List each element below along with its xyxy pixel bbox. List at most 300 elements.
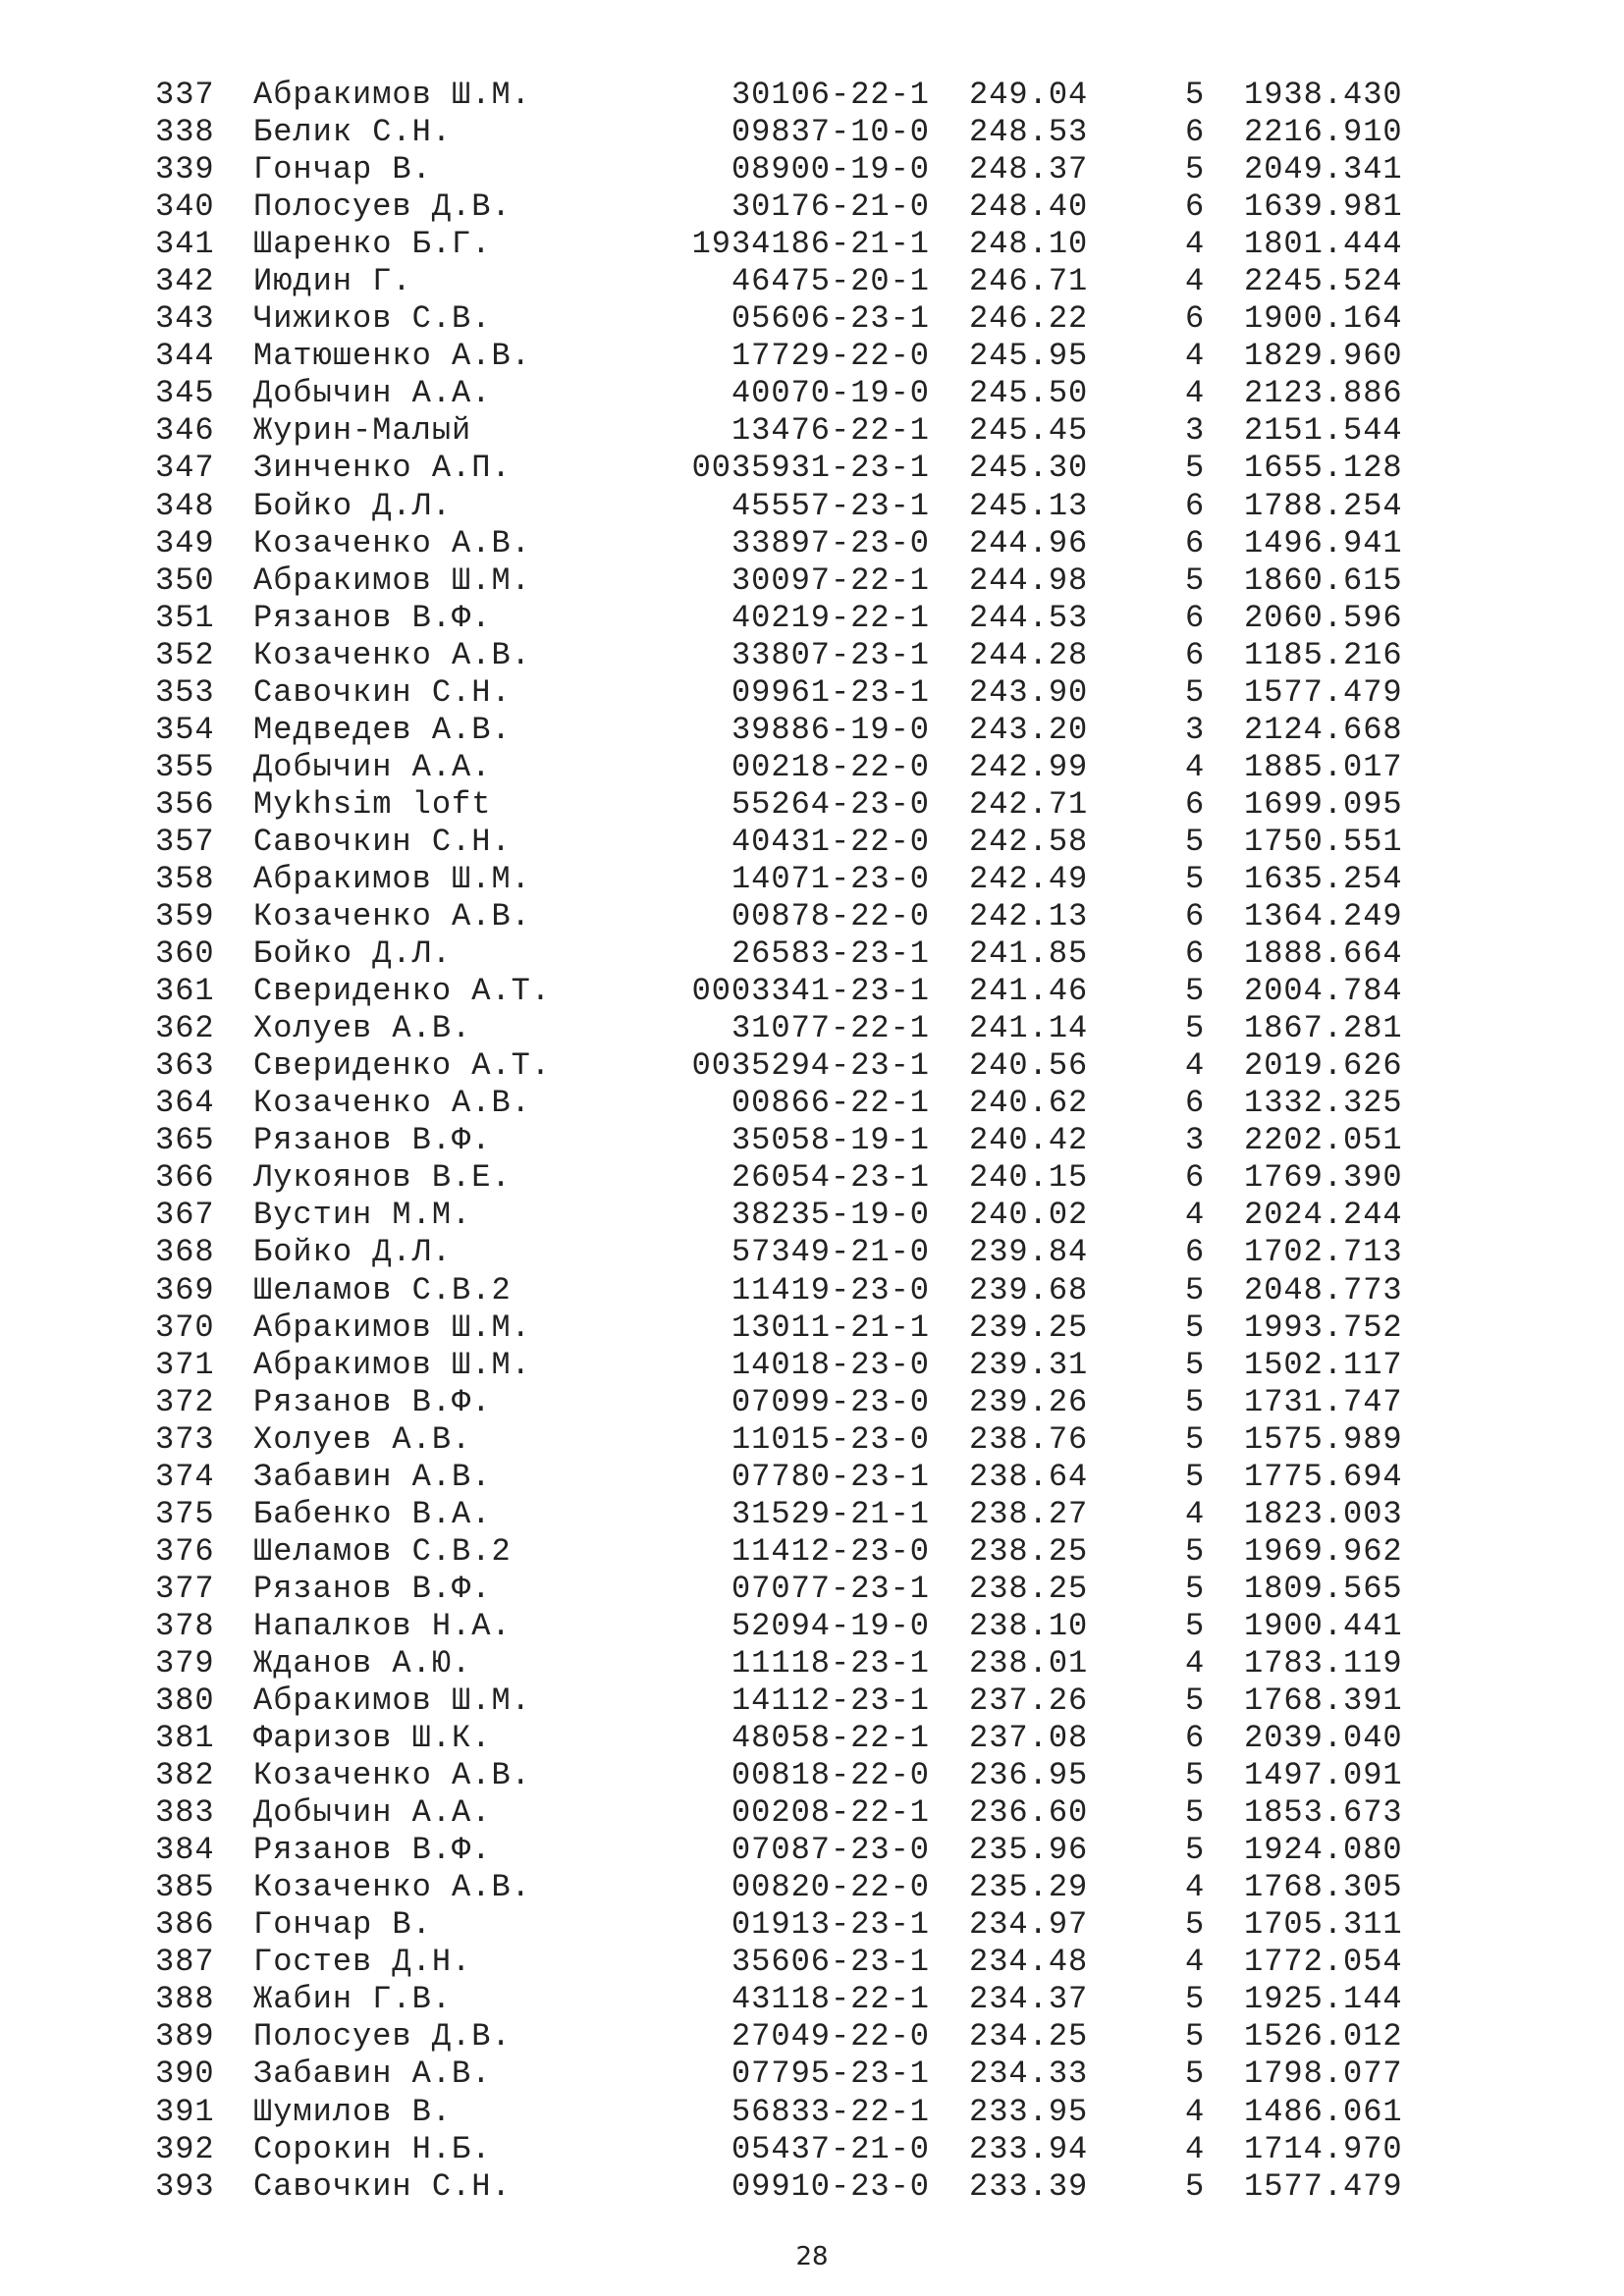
ring-code: 07077-23-1 bbox=[731, 1570, 930, 1607]
category: 5 bbox=[1185, 973, 1206, 1010]
participant-name: Абракимов Ш.М. bbox=[253, 1346, 531, 1383]
total-value: 2216.910 bbox=[1244, 114, 1403, 151]
category: 5 bbox=[1185, 1682, 1206, 1720]
score: 246.22 bbox=[969, 300, 1089, 338]
score: 245.30 bbox=[969, 450, 1089, 487]
category: 5 bbox=[1185, 2056, 1206, 2093]
ring-code: 57349-21-0 bbox=[731, 1234, 930, 1271]
table-row bbox=[0, 1010, 1624, 1047]
table-row bbox=[0, 1347, 1624, 1384]
row-number: 341 bbox=[155, 226, 215, 263]
ring-code: 33807-23-1 bbox=[731, 636, 930, 673]
table-row bbox=[0, 861, 1624, 898]
participant-name: Добычин А.А. bbox=[253, 748, 492, 785]
category: 5 bbox=[1185, 77, 1206, 113]
ring-code: 30176-21-0 bbox=[731, 188, 930, 226]
participant-name: Забавин А.В. bbox=[253, 2056, 492, 2093]
ring-code: 05437-21-0 bbox=[731, 2130, 930, 2167]
score: 239.84 bbox=[969, 1234, 1089, 1271]
category: 6 bbox=[1185, 487, 1206, 524]
ring-code: 40070-19-0 bbox=[731, 375, 930, 412]
table-row bbox=[0, 1832, 1624, 1869]
participant-name: Фаризов Ш.К. bbox=[253, 1720, 492, 1757]
ring-code: 08900-19-0 bbox=[731, 151, 930, 188]
score: 238.25 bbox=[969, 1532, 1089, 1570]
table-row bbox=[0, 935, 1624, 973]
total-value: 2060.596 bbox=[1244, 599, 1403, 636]
total-value: 1900.164 bbox=[1244, 300, 1403, 338]
category: 5 bbox=[1185, 1607, 1206, 1644]
category: 5 bbox=[1185, 1010, 1206, 1047]
table-row bbox=[0, 600, 1624, 637]
total-value: 1823.003 bbox=[1244, 1495, 1403, 1532]
participant-name: Савочкин С.Н. bbox=[253, 673, 512, 711]
category: 4 bbox=[1185, 2093, 1206, 2130]
category: 6 bbox=[1185, 636, 1206, 673]
category: 5 bbox=[1185, 1420, 1206, 1458]
total-value: 1502.117 bbox=[1244, 1346, 1403, 1383]
total-value: 1993.752 bbox=[1244, 1308, 1403, 1346]
participant-name: Гостев Д.Н. bbox=[253, 1944, 472, 1981]
participant-name: Сорокин Н.Б. bbox=[253, 2130, 492, 2167]
total-value: 1639.981 bbox=[1244, 188, 1403, 226]
total-value: 1769.390 bbox=[1244, 1159, 1403, 1197]
category: 6 bbox=[1185, 1720, 1206, 1757]
participant-name: Гончар В. bbox=[253, 1906, 432, 1944]
score: 233.39 bbox=[969, 2167, 1089, 2205]
ring-code: 13011-21-1 bbox=[731, 1308, 930, 1346]
score: 238.25 bbox=[969, 1570, 1089, 1607]
score: 242.13 bbox=[969, 898, 1089, 935]
row-number: 385 bbox=[155, 1869, 215, 1906]
score: 244.28 bbox=[969, 636, 1089, 673]
table-row bbox=[0, 412, 1624, 450]
row-number: 346 bbox=[155, 412, 215, 450]
total-value: 2245.524 bbox=[1244, 263, 1403, 300]
table-row bbox=[0, 1384, 1624, 1421]
total-value: 1768.391 bbox=[1244, 1682, 1403, 1720]
participant-name: Шаренко Б.Г. bbox=[253, 226, 492, 263]
participant-name: Рязанов В.Ф. bbox=[253, 1122, 492, 1159]
total-value: 1924.080 bbox=[1244, 1832, 1403, 1869]
row-number: 364 bbox=[155, 1085, 215, 1122]
category: 5 bbox=[1185, 1794, 1206, 1832]
ring-code: 40219-22-1 bbox=[731, 599, 930, 636]
category: 5 bbox=[1185, 1532, 1206, 1570]
score: 240.42 bbox=[969, 1122, 1089, 1159]
ring-code: 00820-22-0 bbox=[731, 1869, 930, 1906]
participant-name: Козаченко А.В. bbox=[253, 898, 531, 935]
participant-name: Шумилов В. bbox=[253, 2093, 453, 2130]
page-number: 28 bbox=[795, 2242, 829, 2271]
category: 5 bbox=[1185, 1458, 1206, 1495]
row-number: 376 bbox=[155, 1532, 215, 1570]
total-value: 1775.694 bbox=[1244, 1458, 1403, 1495]
total-value: 1364.249 bbox=[1244, 898, 1403, 935]
ring-code: 01913-23-1 bbox=[731, 1906, 930, 1944]
row-number: 353 bbox=[155, 673, 215, 711]
total-value: 1486.061 bbox=[1244, 2093, 1403, 2130]
score: 236.95 bbox=[969, 1757, 1089, 1794]
table-row bbox=[0, 1309, 1624, 1347]
score: 248.37 bbox=[969, 151, 1089, 188]
total-value: 1655.128 bbox=[1244, 450, 1403, 487]
total-value: 1496.941 bbox=[1244, 524, 1403, 561]
row-number: 374 bbox=[155, 1458, 215, 1495]
participant-name: Бойко Д.Л. bbox=[253, 487, 453, 524]
total-value: 2048.773 bbox=[1244, 1271, 1403, 1308]
total-value: 2049.341 bbox=[1244, 151, 1403, 188]
category: 3 bbox=[1185, 412, 1206, 450]
ring-code: 14071-23-0 bbox=[731, 860, 930, 897]
row-number: 344 bbox=[155, 338, 215, 375]
table-row bbox=[0, 1682, 1624, 1720]
table-row bbox=[0, 1272, 1624, 1309]
score: 249.04 bbox=[969, 77, 1089, 113]
ring-code: 09910-23-0 bbox=[731, 2167, 930, 2205]
row-number: 339 bbox=[155, 151, 215, 188]
row-number: 387 bbox=[155, 1944, 215, 1981]
ring-code: 35058-19-1 bbox=[731, 1122, 930, 1159]
total-value: 1185.216 bbox=[1244, 636, 1403, 673]
ring-code: 17729-22-0 bbox=[731, 338, 930, 375]
row-number: 356 bbox=[155, 785, 215, 823]
row-number: 363 bbox=[155, 1047, 215, 1085]
table-row bbox=[0, 1421, 1624, 1459]
score: 243.20 bbox=[969, 711, 1089, 748]
ring-code: 13476-22-1 bbox=[731, 412, 930, 450]
category: 6 bbox=[1185, 599, 1206, 636]
table-row bbox=[0, 525, 1624, 562]
table-row bbox=[0, 1794, 1624, 1832]
row-number: 386 bbox=[155, 1906, 215, 1944]
participant-name: Абракимов Ш.М. bbox=[253, 1308, 531, 1346]
ring-code: 43118-22-1 bbox=[731, 1981, 930, 2018]
row-number: 351 bbox=[155, 599, 215, 636]
ring-code: 52094-19-0 bbox=[731, 1607, 930, 1644]
total-value: 1969.962 bbox=[1244, 1532, 1403, 1570]
category: 5 bbox=[1185, 1570, 1206, 1607]
category: 5 bbox=[1185, 1906, 1206, 1944]
row-number: 358 bbox=[155, 860, 215, 897]
table-row bbox=[0, 1981, 1624, 2018]
row-number: 340 bbox=[155, 188, 215, 226]
ring-code: 56833-22-1 bbox=[731, 2093, 930, 2130]
participant-name: Июдин Г. bbox=[253, 263, 412, 300]
table-row bbox=[0, 1197, 1624, 1234]
row-number: 365 bbox=[155, 1122, 215, 1159]
ring-code: 39886-19-0 bbox=[731, 711, 930, 748]
category: 5 bbox=[1185, 1757, 1206, 1794]
table-row bbox=[0, 2131, 1624, 2168]
ring-code: 55264-23-0 bbox=[731, 785, 930, 823]
table-row bbox=[0, 300, 1624, 338]
table-row bbox=[0, 973, 1624, 1010]
ring-code: 07087-23-0 bbox=[731, 1832, 930, 1869]
total-value: 1577.479 bbox=[1244, 673, 1403, 711]
score: 240.02 bbox=[969, 1197, 1089, 1234]
total-value: 1798.077 bbox=[1244, 2056, 1403, 2093]
table-row bbox=[0, 1047, 1624, 1085]
ring-code: 1934186-21-1 bbox=[691, 226, 930, 263]
total-value: 2019.626 bbox=[1244, 1047, 1403, 1085]
participant-name: Козаченко А.В. bbox=[253, 524, 531, 561]
participant-name: Журин-Малый bbox=[253, 412, 472, 450]
participant-name: Рязанов В.Ф. bbox=[253, 1570, 492, 1607]
row-number: 382 bbox=[155, 1757, 215, 1794]
participant-name: Козаченко А.В. bbox=[253, 1085, 531, 1122]
table-row bbox=[0, 2056, 1624, 2093]
category: 5 bbox=[1185, 450, 1206, 487]
table-row bbox=[0, 488, 1624, 525]
total-value: 1714.970 bbox=[1244, 2130, 1403, 2167]
category: 3 bbox=[1185, 711, 1206, 748]
table-row bbox=[0, 1496, 1624, 1533]
participant-name: Матюшенко А.В. bbox=[253, 338, 531, 375]
total-value: 1497.091 bbox=[1244, 1757, 1403, 1794]
category: 5 bbox=[1185, 823, 1206, 860]
ring-code: 00866-22-1 bbox=[731, 1085, 930, 1122]
category: 6 bbox=[1185, 1085, 1206, 1122]
category: 5 bbox=[1185, 1271, 1206, 1308]
total-value: 1860.615 bbox=[1244, 561, 1403, 599]
category: 4 bbox=[1185, 375, 1206, 412]
table-row bbox=[0, 450, 1624, 487]
table-row bbox=[0, 2168, 1624, 2206]
total-value: 1768.305 bbox=[1244, 1869, 1403, 1906]
participant-name: Козаченко А.В. bbox=[253, 1757, 531, 1794]
row-number: 369 bbox=[155, 1271, 215, 1308]
category: 6 bbox=[1185, 785, 1206, 823]
category: 4 bbox=[1185, 1944, 1206, 1981]
ring-code: 30106-22-1 bbox=[731, 77, 930, 113]
category: 5 bbox=[1185, 1383, 1206, 1420]
score: 235.96 bbox=[969, 1832, 1089, 1869]
participant-name: Шеламов С.В.2 bbox=[253, 1532, 512, 1570]
total-value: 1788.254 bbox=[1244, 487, 1403, 524]
category: 4 bbox=[1185, 1495, 1206, 1532]
score: 238.27 bbox=[969, 1495, 1089, 1532]
category: 6 bbox=[1185, 898, 1206, 935]
row-number: 337 bbox=[155, 77, 215, 113]
total-value: 1925.144 bbox=[1244, 1981, 1403, 2018]
ring-code: 00818-22-0 bbox=[731, 1757, 930, 1794]
participant-name: Полосуев Д.В. bbox=[253, 188, 512, 226]
total-value: 1783.119 bbox=[1244, 1644, 1403, 1682]
ring-code: 26054-23-1 bbox=[731, 1159, 930, 1197]
participant-name: Бабенко В.А. bbox=[253, 1495, 492, 1532]
category: 6 bbox=[1185, 1159, 1206, 1197]
ring-code: 00208-22-1 bbox=[731, 1794, 930, 1832]
score: 248.40 bbox=[969, 188, 1089, 226]
ring-code: 26583-23-1 bbox=[731, 935, 930, 973]
table-row bbox=[0, 1869, 1624, 1906]
ring-code: 09837-10-0 bbox=[731, 114, 930, 151]
score: 239.26 bbox=[969, 1383, 1089, 1420]
table-row bbox=[0, 1459, 1624, 1496]
score: 245.50 bbox=[969, 375, 1089, 412]
score: 248.53 bbox=[969, 114, 1089, 151]
table-row bbox=[0, 77, 1624, 114]
row-number: 390 bbox=[155, 2056, 215, 2093]
score: 245.45 bbox=[969, 412, 1089, 450]
row-number: 372 bbox=[155, 1383, 215, 1420]
ring-code: 00878-22-0 bbox=[731, 898, 930, 935]
table-row bbox=[0, 749, 1624, 786]
total-value: 1829.960 bbox=[1244, 338, 1403, 375]
category: 5 bbox=[1185, 1981, 1206, 2018]
category: 6 bbox=[1185, 300, 1206, 338]
table-row bbox=[0, 2018, 1624, 2056]
score: 234.48 bbox=[969, 1944, 1089, 1981]
score: 242.99 bbox=[969, 748, 1089, 785]
score: 236.60 bbox=[969, 1794, 1089, 1832]
category: 4 bbox=[1185, 226, 1206, 263]
row-number: 371 bbox=[155, 1346, 215, 1383]
table-row bbox=[0, 1608, 1624, 1645]
ring-code: 09961-23-1 bbox=[731, 673, 930, 711]
total-value: 1526.012 bbox=[1244, 2018, 1403, 2056]
score: 234.25 bbox=[969, 2018, 1089, 2056]
total-value: 2004.784 bbox=[1244, 973, 1403, 1010]
row-number: 391 bbox=[155, 2093, 215, 2130]
row-number: 361 bbox=[155, 973, 215, 1010]
participant-name: Свериденко А.Т. bbox=[253, 973, 552, 1010]
category: 6 bbox=[1185, 188, 1206, 226]
category: 5 bbox=[1185, 151, 1206, 188]
score: 234.97 bbox=[969, 1906, 1089, 1944]
category: 6 bbox=[1185, 1234, 1206, 1271]
score: 240.62 bbox=[969, 1085, 1089, 1122]
participant-name: Рязанов В.Ф. bbox=[253, 1832, 492, 1869]
row-number: 357 bbox=[155, 823, 215, 860]
score: 242.49 bbox=[969, 860, 1089, 897]
category: 4 bbox=[1185, 263, 1206, 300]
participant-name: Рязанов В.Ф. bbox=[253, 1383, 492, 1420]
table-row bbox=[0, 1234, 1624, 1271]
participant-name: Бойко Д.Л. bbox=[253, 935, 453, 973]
row-number: 350 bbox=[155, 561, 215, 599]
participant-name: Шеламов С.В.2 bbox=[253, 1271, 512, 1308]
total-value: 1867.281 bbox=[1244, 1010, 1403, 1047]
table-row bbox=[0, 375, 1624, 412]
table-row bbox=[0, 1085, 1624, 1122]
score: 243.90 bbox=[969, 673, 1089, 711]
table-row bbox=[0, 786, 1624, 824]
table-row bbox=[0, 1571, 1624, 1608]
ring-code: 27049-22-0 bbox=[731, 2018, 930, 2056]
participant-name: Холуев А.В. bbox=[253, 1010, 472, 1047]
table-row bbox=[0, 338, 1624, 375]
participant-name: Добычин А.А. bbox=[253, 1794, 492, 1832]
table-row bbox=[0, 151, 1624, 188]
table-row bbox=[0, 2094, 1624, 2131]
table-row bbox=[0, 188, 1624, 226]
participant-name: Савочкин С.Н. bbox=[253, 2167, 512, 2205]
total-value: 2024.244 bbox=[1244, 1197, 1403, 1234]
row-number: 349 bbox=[155, 524, 215, 561]
category: 6 bbox=[1185, 114, 1206, 151]
row-number: 338 bbox=[155, 114, 215, 151]
participant-name: Полосуев Д.В. bbox=[253, 2018, 512, 2056]
total-value: 1809.565 bbox=[1244, 1570, 1403, 1607]
row-number: 355 bbox=[155, 748, 215, 785]
participant-name: Напалков Н.А. bbox=[253, 1607, 512, 1644]
row-number: 366 bbox=[155, 1159, 215, 1197]
participant-name: Чижиков С.В. bbox=[253, 300, 492, 338]
participant-name: Mykhsim loft bbox=[253, 785, 492, 823]
ring-code: 30097-22-1 bbox=[731, 561, 930, 599]
ring-code: 11118-23-1 bbox=[731, 1644, 930, 1682]
score: 245.95 bbox=[969, 338, 1089, 375]
total-value: 2039.040 bbox=[1244, 1720, 1403, 1757]
ring-code: 11015-23-0 bbox=[731, 1420, 930, 1458]
ring-code: 45557-23-1 bbox=[731, 487, 930, 524]
table-row bbox=[0, 1159, 1624, 1197]
ring-code: 31529-21-1 bbox=[731, 1495, 930, 1532]
row-number: 393 bbox=[155, 2167, 215, 2205]
total-value: 1702.713 bbox=[1244, 1234, 1403, 1271]
participant-name: Добычин А.А. bbox=[253, 375, 492, 412]
score: 244.96 bbox=[969, 524, 1089, 561]
ring-code: 07795-23-1 bbox=[731, 2056, 930, 2093]
participant-name: Абракимов Ш.М. bbox=[253, 860, 531, 897]
score: 244.98 bbox=[969, 561, 1089, 599]
row-number: 379 bbox=[155, 1644, 215, 1682]
row-number: 378 bbox=[155, 1607, 215, 1644]
participant-name: Вустин М.М. bbox=[253, 1197, 472, 1234]
score: 238.01 bbox=[969, 1644, 1089, 1682]
participant-name: Жданов А.Ю. bbox=[253, 1644, 472, 1682]
row-number: 360 bbox=[155, 935, 215, 973]
row-number: 377 bbox=[155, 1570, 215, 1607]
total-value: 1885.017 bbox=[1244, 748, 1403, 785]
ring-code: 0035931-23-1 bbox=[691, 450, 930, 487]
ring-code: 46475-20-1 bbox=[731, 263, 930, 300]
ring-code: 35606-23-1 bbox=[731, 1944, 930, 1981]
score: 239.25 bbox=[969, 1308, 1089, 1346]
participant-name: Белик С.Н. bbox=[253, 114, 453, 151]
score: 245.13 bbox=[969, 487, 1089, 524]
table-row bbox=[0, 562, 1624, 600]
ring-code: 40431-22-0 bbox=[731, 823, 930, 860]
results-table bbox=[0, 77, 1624, 2206]
total-value: 1853.673 bbox=[1244, 1794, 1403, 1832]
score: 234.33 bbox=[969, 2056, 1089, 2093]
participant-name: Лукоянов В.Е. bbox=[253, 1159, 512, 1197]
total-value: 1750.551 bbox=[1244, 823, 1403, 860]
category: 5 bbox=[1185, 1832, 1206, 1869]
row-number: 342 bbox=[155, 263, 215, 300]
total-value: 1705.311 bbox=[1244, 1906, 1403, 1944]
ring-code: 33897-23-0 bbox=[731, 524, 930, 561]
participant-name: Гончар В. bbox=[253, 151, 432, 188]
row-number: 343 bbox=[155, 300, 215, 338]
category: 4 bbox=[1185, 1644, 1206, 1682]
score: 234.37 bbox=[969, 1981, 1089, 2018]
score: 241.14 bbox=[969, 1010, 1089, 1047]
participant-name: Холуев А.В. bbox=[253, 1420, 472, 1458]
score: 246.71 bbox=[969, 263, 1089, 300]
total-value: 2151.544 bbox=[1244, 412, 1403, 450]
row-number: 352 bbox=[155, 636, 215, 673]
total-value: 1731.747 bbox=[1244, 1383, 1403, 1420]
ring-code: 07780-23-1 bbox=[731, 1458, 930, 1495]
total-value: 1900.441 bbox=[1244, 1607, 1403, 1644]
row-number: 388 bbox=[155, 1981, 215, 2018]
participant-name: Козаченко А.В. bbox=[253, 636, 531, 673]
row-number: 380 bbox=[155, 1682, 215, 1720]
